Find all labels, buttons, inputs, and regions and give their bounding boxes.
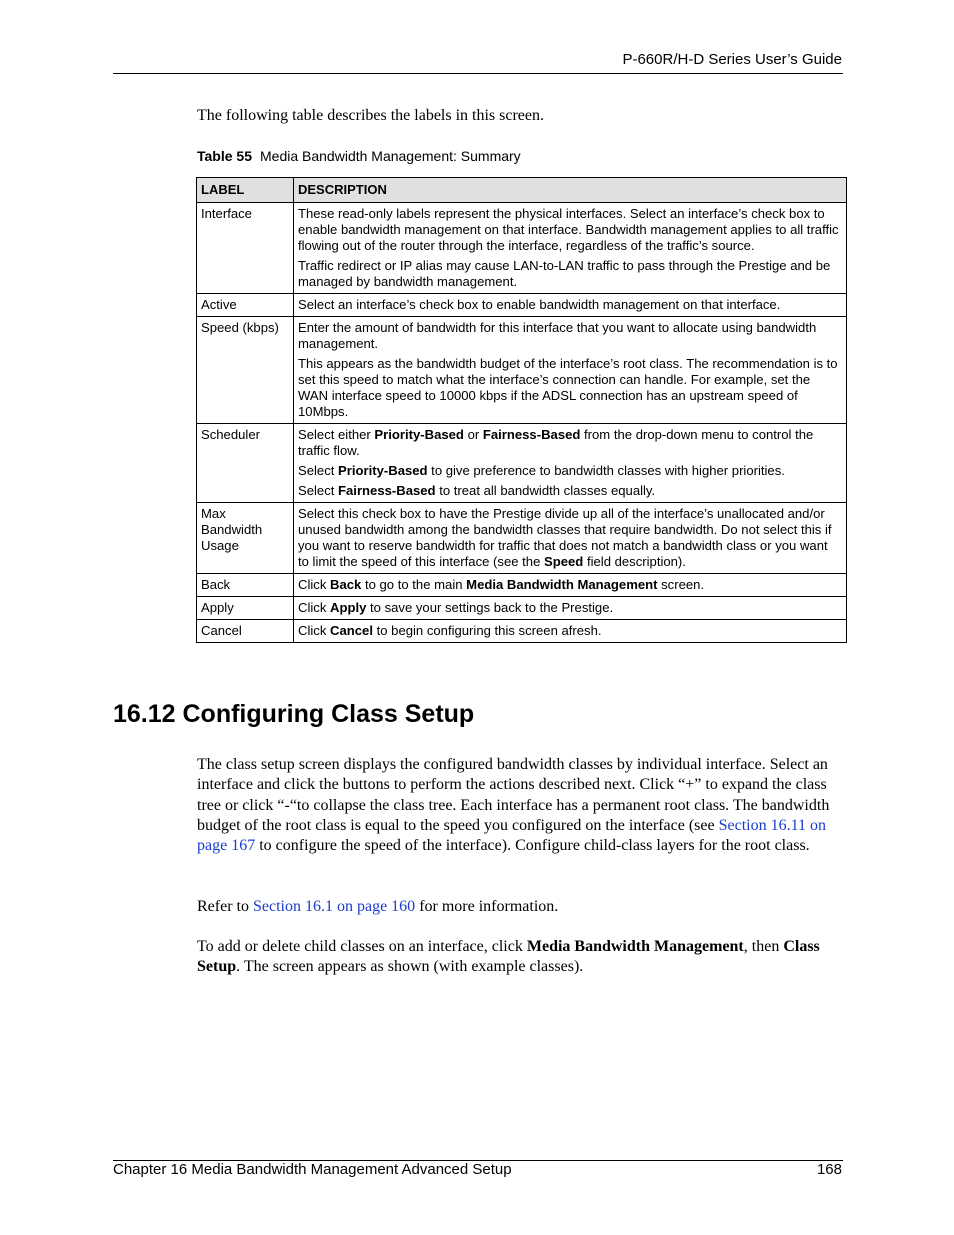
row-description — [294, 424, 847, 503]
description-paragraph: Select this check box to have the Prestige divide up all of the interface’s unallocated and/or unused bandwidth among the bandwidth classes that require bandwidth. Do not select this if you want to reserve bandwidth for traffic that does not match a bandwidth class or you want to limit the speed of this interface (see the Speed field description). — [298, 506, 832, 569]
section-16-11-link[interactable]: Section 16.11 on page 167 — [197, 816, 827, 855]
table-row — [197, 574, 847, 597]
row-label: Speed (kbps) — [197, 317, 294, 424]
description-paragraph: This appears as the bandwidth budget of the interface’s root class. The recommendation is to set this speed to match what the interface’s connection can handle. For example, set the WAN interface speed to 10000 kbps if the ADSL connection has an upstream speed of 10Mbps. — [298, 356, 838, 419]
row-description — [294, 503, 847, 574]
row-label: Apply — [197, 597, 294, 620]
row-description — [294, 574, 847, 597]
row-label: Scheduler — [197, 424, 294, 503]
row-label: Cancel — [197, 620, 294, 643]
row-description — [294, 203, 847, 294]
row-label: Max Bandwidth Usage — [197, 503, 294, 574]
description-paragraph: Click Cancel to begin configuring this screen afresh. — [298, 623, 602, 638]
description-paragraph: Select either Priority-Based or Fairness-Based from the drop-down menu to control the traffic flow. — [298, 427, 814, 458]
description-paragraph: Click Back to go to the main Media Bandwidth Management screen. — [298, 577, 705, 592]
table-row — [197, 503, 847, 574]
row-description — [294, 620, 847, 643]
table-caption-title: Media Bandwidth Management: Summary — [260, 148, 521, 164]
table-row — [197, 597, 847, 620]
row-label: Active — [197, 294, 294, 317]
table-caption-number: Table 55 — [197, 148, 252, 164]
row-description — [294, 597, 847, 620]
label-column-header: LABEL — [197, 178, 294, 203]
footer-chapter: Chapter 16 Media Bandwidth Management Advanced Setup — [113, 1161, 512, 1178]
table-row — [197, 317, 847, 424]
section-16-1-link[interactable]: Section 16.1 on page 160 — [252, 898, 416, 915]
guide-title: P-660R/H-D Series User’s Guide — [622, 51, 842, 68]
row-label: Back — [197, 574, 294, 597]
page-number: 168 — [816, 1161, 842, 1178]
header-rule — [113, 73, 843, 74]
description-paragraph: Enter the amount of bandwidth for this interface that you want to allocate using bandwidth management. — [298, 320, 817, 351]
table-row — [197, 424, 847, 503]
description-paragraph: Select Fairness-Based to treat all bandwidth classes equally. — [298, 483, 656, 498]
row-description — [294, 317, 847, 424]
table-header-row — [197, 178, 847, 203]
description-paragraph: Select Priority-Based to give preference to bandwidth classes with higher priorities. — [298, 463, 785, 478]
section-paragraph: Refer to Section 16.1 on page 160 for more information. — [197, 898, 559, 915]
table-row — [197, 294, 847, 317]
intro-text: The following table describes the labels in this screen. — [197, 107, 545, 124]
section-heading: 16.12 Configuring Class Setup — [113, 700, 475, 728]
description-paragraph: These read-only labels represent the physical interfaces. Select an interface’s check box to enable bandwidth management on that interface. Bandwidth management applies to all traffic flowing out of the router through the interface, regardless of the traffic’s source. — [298, 206, 839, 253]
section-paragraph: The class setup screen displays the configured bandwidth classes by individual interface. Select an interface and click the buttons to perform the actions described next. Click “+” to expand the class tree or click “-“to collapse the class tree. Each interface has a permanent root class. The bandwidth budget of the root class is equal to the speed you configured on the interface (see Section 16.11 on page 167 to configure the speed of the interface). Configure child-class layers for the root class. — [197, 756, 830, 855]
description-paragraph: Select an interface’s check box to enable bandwidth management on that interface. — [298, 297, 781, 312]
table-row — [197, 620, 847, 643]
table-caption — [197, 148, 521, 164]
row-description — [294, 294, 847, 317]
row-label: Interface — [197, 203, 294, 294]
description-paragraph: Click Apply to save your settings back to the Prestige. — [298, 600, 614, 615]
description-column-header: DESCRIPTION — [294, 178, 847, 203]
description-table — [196, 177, 847, 643]
section-paragraph: To add or delete child classes on an interface, click Media Bandwidth Management, then Class Setup. The screen appears as shown (with example classes). — [197, 938, 820, 976]
table-row — [197, 203, 847, 294]
description-paragraph: Traffic redirect or IP alias may cause LAN-to-LAN traffic to pass through the Prestige and be managed by bandwidth management. — [298, 258, 831, 289]
